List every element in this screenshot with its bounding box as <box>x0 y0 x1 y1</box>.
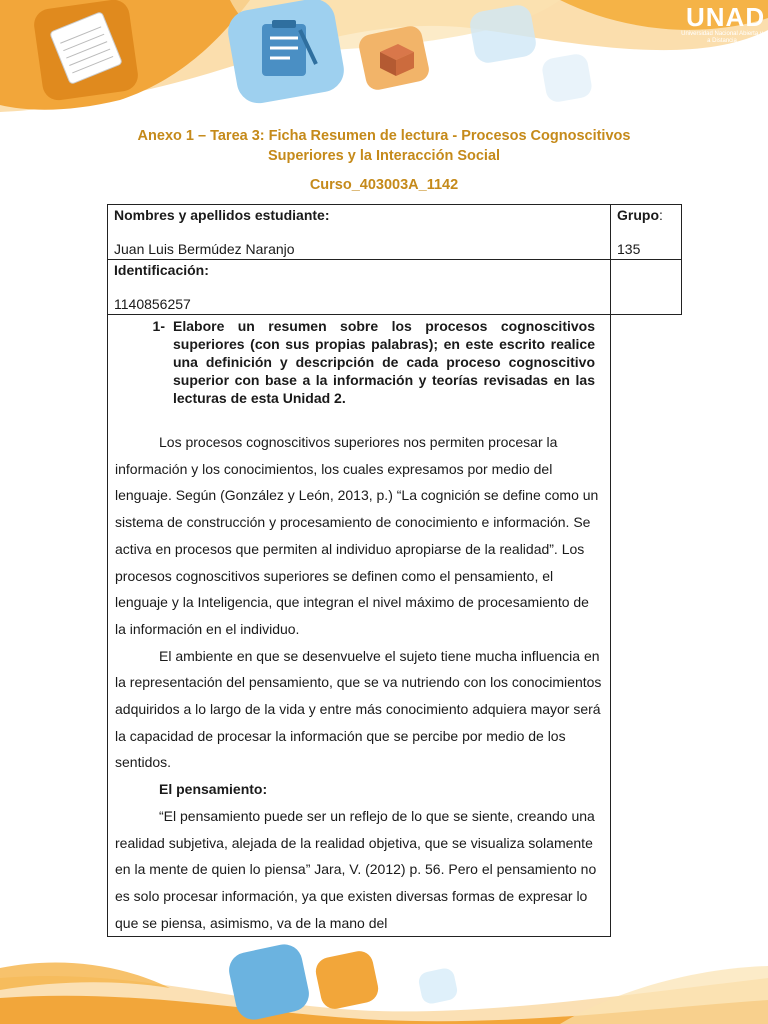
task-number: 1- <box>152 318 165 334</box>
task-text: Elabore un resumen sobre los procesos cognoscitivos superiores (con sus propias palabras); en este escrito realice una definición y descripción de cada proceso cognoscitivo superior con base a la información y teorías revisadas en las lecturas de esta Unidad 2. <box>173 318 595 406</box>
paragraph-1: Los procesos cognoscitivos superiores nos permiten procesar la información y los conocimientos, los cuales expresamos por medio del lenguaje. Según (González y León, 2013, p.) “La cognición se define como un sistema de construcción y procesamiento de conocimiento e información. Se activa en procesos que permiten al individuo apropiarse de la realidad”. Los procesos cognoscitivos superiores se definen como el pensamiento, el lenguaje y la Inteligencia, que integran el nivel máximo de procesamiento de la información en el individuo. <box>115 434 599 637</box>
logo-subtitle: Universidad Nacional Abierta y a Distancia <box>681 31 763 44</box>
id-label: Identificación: <box>114 262 209 278</box>
content-row <box>108 315 682 937</box>
notepad-icon <box>32 0 140 102</box>
content-cell <box>108 315 611 937</box>
group-colon: : <box>659 207 663 223</box>
group-number: 135 <box>617 241 641 257</box>
header-banner <box>0 0 768 120</box>
id-number: 1140856257 <box>114 296 191 312</box>
student-label: Nombres y apellidos estudiante: <box>114 207 330 223</box>
id-empty-cell <box>611 260 682 315</box>
paragraph-2: El ambiente en que se desenvuelve el sujeto tiene mucha influencia en la representación del pensamiento, que se va nutriendo con los conocimientos adquiridos a lo largo de la vida y entre más conocimiento adquiera mayor será la capacidad de procesar la información que se percibe por medio de los sentidos. <box>115 647 602 771</box>
clipboard-checklist-icon <box>225 0 348 107</box>
group-label: Grupo <box>617 207 659 223</box>
section-heading: El pensamiento: <box>159 781 268 798</box>
paragraph-3: “El pensamiento puede ser un reflejo de lo que se siente, creando una realidad subjetiva, alejada de la realidad objetiva, que se visualiza solamente en la mente de quien lo piensa” Jara, V. (2012) p. 56. Pero el pensamiento no es solo procesar información, ya que existen diversas formas de expresar lo que se piensa, asimismo, va de la mano del <box>115 807 597 931</box>
course-code: Curso_403003A_1142 <box>309 177 459 193</box>
student-cell <box>108 205 611 260</box>
group-cell <box>611 205 682 260</box>
id-cell <box>108 260 611 315</box>
student-name: Juan Luis Bermúdez Naranjo <box>114 241 295 257</box>
student-row <box>108 205 682 260</box>
footer-orange-tile <box>313 949 381 1012</box>
content-side-cell <box>611 315 682 937</box>
logo-text: UNAD <box>686 2 766 32</box>
id-row <box>108 260 682 315</box>
document-title: Anexo 1 – Tarea 3: Ficha Resumen de lectura - Procesos Cognoscitivos Superiores y la Interacción Social <box>137 128 631 164</box>
footer-banner <box>0 928 768 1024</box>
task-instruction <box>115 317 603 407</box>
summary-table <box>107 204 682 937</box>
